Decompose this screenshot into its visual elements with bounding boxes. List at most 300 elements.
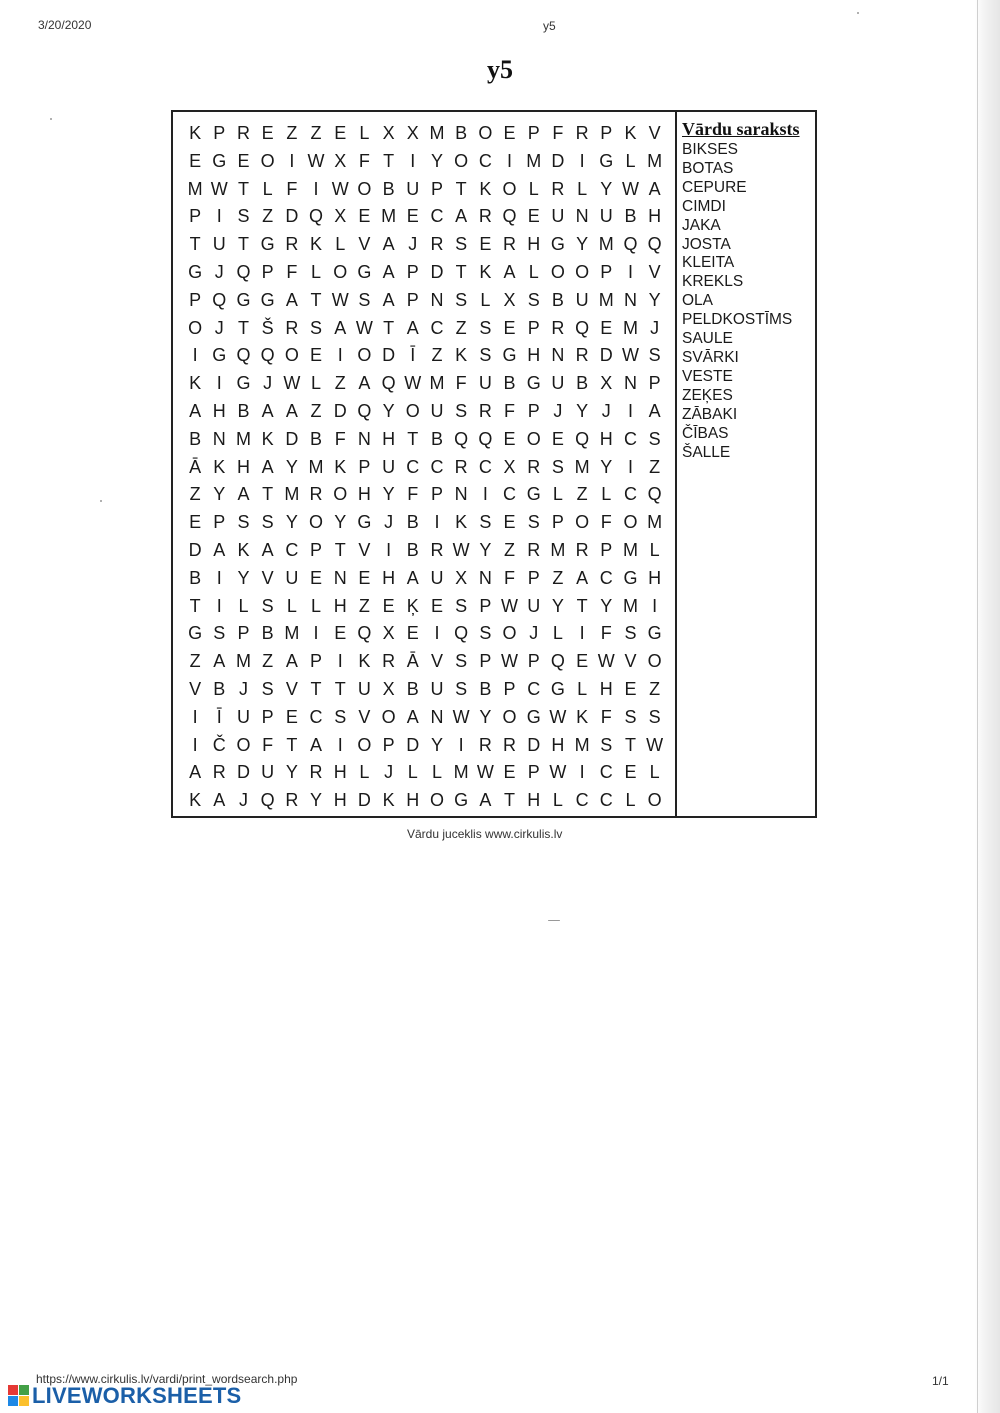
grid-letter: O: [284, 345, 299, 366]
grid-letter: I: [627, 401, 633, 421]
grid-letter: Č: [212, 734, 226, 755]
grid-letter: O: [623, 512, 638, 533]
grid-letter: Y: [479, 540, 492, 560]
grid-letter: P: [310, 651, 323, 672]
word-list-item: ZĀBAKI: [682, 405, 738, 423]
grid-letter: M: [308, 456, 324, 477]
grid-letter: G: [260, 289, 275, 310]
grid-letter: I: [386, 540, 392, 560]
grid-letter: P: [261, 262, 274, 282]
grid-row: [183, 620, 667, 647]
grid-letter: L: [528, 178, 539, 199]
grid-letter: W: [404, 373, 422, 394]
grid-letter: P: [213, 512, 226, 533]
grid-letter: F: [286, 178, 298, 199]
grid-letter: O: [454, 150, 469, 171]
grid-letter: P: [600, 262, 613, 282]
page-right-edge: [975, 0, 1000, 1413]
grid-letter: N: [623, 289, 637, 310]
grid-letter: Z: [286, 123, 298, 143]
grid-letter: A: [455, 206, 468, 227]
grid-letter: B: [261, 623, 274, 644]
grid-letter: S: [527, 512, 540, 533]
grid-letter: H: [551, 734, 565, 755]
grid-letter: H: [382, 567, 396, 588]
word-list-item: CIMDI: [682, 197, 726, 215]
grid-letter: G: [454, 790, 469, 811]
grid-letter: P: [600, 540, 613, 560]
grid-letter: V: [358, 540, 371, 560]
grid-letter: W: [355, 317, 373, 338]
grid-letter: T: [237, 178, 249, 199]
grid-letter: M: [574, 456, 590, 477]
grid-letter: P: [213, 123, 226, 143]
grid-letter: A: [406, 567, 419, 588]
grid-letter: L: [431, 762, 442, 783]
word-list-item: JOSTA: [682, 235, 731, 253]
grid-letter: P: [648, 373, 661, 394]
grid-letter: W: [646, 734, 664, 755]
grid-letter: E: [406, 623, 419, 644]
grid-letter: L: [359, 123, 370, 143]
word-list-item: OLA: [682, 292, 714, 310]
grid-letter: O: [333, 262, 348, 282]
grid-letter: O: [405, 401, 420, 421]
grid-letter: R: [503, 234, 517, 255]
grid-letter: D: [285, 206, 299, 227]
grid-letter: P: [551, 512, 564, 533]
grid-letter: A: [285, 401, 298, 421]
grid-letter: M: [647, 150, 663, 171]
grid-letter: S: [237, 512, 250, 533]
grid-letter: Ā: [406, 651, 419, 672]
grid-letter: H: [236, 456, 250, 477]
grid-letter: R: [382, 651, 396, 672]
grid-letter: E: [358, 567, 371, 588]
grid-letter: S: [358, 289, 371, 310]
grid-letter: D: [188, 540, 202, 560]
grid-letter: L: [649, 762, 660, 783]
grid-letter: R: [527, 540, 541, 560]
grid-letter: O: [260, 150, 275, 171]
grid-letter: S: [624, 623, 637, 644]
grid-letter: I: [410, 150, 416, 171]
grid-letter: X: [600, 373, 613, 394]
grid-letter: I: [216, 567, 222, 588]
grid-letter: I: [652, 595, 658, 616]
word-list-item: ZEĶES: [682, 386, 733, 404]
grid-letter: N: [212, 428, 226, 449]
grid-letter: Q: [260, 790, 275, 811]
grid-letter: I: [434, 512, 440, 533]
grid-letter: O: [526, 428, 541, 449]
grid-letter: Q: [212, 289, 227, 310]
grid-letter: C: [623, 428, 637, 449]
grid-letter: M: [187, 178, 203, 199]
grid-letter: H: [648, 567, 662, 588]
word-list: [682, 118, 812, 462]
grid-letter: E: [237, 150, 250, 171]
grid-letter: Y: [430, 150, 443, 171]
grid-letter: O: [502, 178, 517, 199]
grid-letter: Y: [237, 567, 250, 588]
word-list-item: KREKLS: [682, 273, 744, 291]
grid-letter: T: [334, 540, 346, 560]
grid-letter: M: [284, 623, 300, 644]
grid-letter: T: [189, 595, 201, 616]
grid-letter: R: [575, 540, 589, 560]
grid-letter: P: [527, 401, 540, 421]
grid-letter: Z: [310, 401, 322, 421]
grid-letter: P: [527, 567, 540, 588]
grid-letter: Y: [285, 762, 298, 783]
grid-letter: N: [623, 373, 637, 394]
grid-letter: X: [503, 456, 516, 477]
grid-letter: G: [188, 262, 203, 282]
grid-letter: L: [311, 595, 322, 616]
grid-letter: B: [455, 123, 468, 143]
grid-letter: V: [648, 123, 661, 143]
grid-letter: Ī: [216, 706, 222, 727]
grid-letter: O: [550, 262, 565, 282]
grid-letter: A: [189, 762, 202, 783]
grid-letter: B: [624, 206, 637, 227]
grid-letter: L: [577, 178, 588, 199]
grid-letter: B: [406, 512, 419, 533]
grid-letter: B: [406, 679, 419, 699]
grid-letter: R: [551, 317, 565, 338]
grid-letter: L: [601, 484, 612, 505]
grid-letter: M: [622, 595, 638, 616]
grid-letter: G: [260, 234, 275, 255]
grid-letter: F: [334, 428, 346, 449]
grid-letter: G: [212, 345, 227, 366]
grid-letter: I: [313, 623, 319, 644]
grid-letter: N: [551, 345, 565, 366]
grid-letter: O: [502, 623, 517, 644]
grid-letter: N: [478, 567, 492, 588]
grid-letter: Z: [504, 540, 516, 560]
grid-letter: U: [212, 234, 226, 255]
grid-letter: N: [575, 206, 589, 227]
word-list-item: KLEITA: [682, 254, 735, 272]
grid-letter: P: [358, 456, 371, 477]
grid-letter: A: [261, 456, 274, 477]
grid-letter: L: [238, 595, 249, 616]
grid-letter: U: [430, 679, 444, 699]
grid-letter: R: [236, 123, 250, 143]
grid-letter: E: [430, 595, 443, 616]
grid-letter: J: [214, 317, 224, 338]
grid-letter: I: [313, 178, 319, 199]
grid-row: [183, 203, 667, 230]
grid-letter: O: [188, 317, 203, 338]
grid-row: [183, 370, 667, 397]
grid-letter: D: [285, 428, 299, 449]
grid-letter: W: [621, 345, 639, 366]
grid-letter: V: [358, 706, 371, 727]
grid-letter: E: [503, 428, 516, 449]
grid-letter: I: [192, 345, 198, 366]
grid-letter: L: [577, 679, 588, 699]
grid-letter: D: [430, 262, 444, 282]
grid-letter: Q: [236, 345, 251, 366]
grid-letter: E: [189, 512, 202, 533]
grid-letter: S: [455, 234, 468, 255]
word-list-item: ČĪBAS: [682, 424, 729, 442]
grid-letter: D: [357, 790, 371, 811]
grid-letter: Q: [454, 428, 469, 449]
grid-letter: D: [551, 150, 565, 171]
document-title: y5: [487, 55, 513, 84]
grid-letter: R: [454, 456, 468, 477]
grid-letter: V: [285, 679, 298, 699]
grid-letter: L: [649, 540, 660, 560]
grid-letter: T: [383, 150, 395, 171]
grid-letter: M: [381, 206, 397, 227]
grid-letter: Y: [285, 512, 298, 533]
word-list-item: ŠALLE: [682, 443, 731, 461]
logo-square-2: [19, 1385, 29, 1395]
grid-letter: Y: [430, 734, 443, 755]
grid-letter: R: [309, 484, 323, 505]
grid-letter: N: [333, 567, 347, 588]
grid-letter: F: [358, 150, 370, 171]
grid-letter: L: [480, 289, 491, 310]
grid-letter: F: [504, 567, 516, 588]
grid-letter: P: [503, 679, 516, 699]
grid-letter: M: [622, 317, 638, 338]
grid-letter: S: [479, 623, 492, 644]
grid-letter: K: [189, 123, 202, 143]
grid-letter: I: [579, 762, 585, 783]
logo-square-1: [8, 1385, 18, 1395]
grid-letter: V: [430, 651, 443, 672]
grid-letter: A: [237, 484, 250, 505]
grid-letter: R: [285, 234, 299, 255]
grid-row: [183, 509, 667, 536]
word-list-item: PELDKOSTĪMS: [682, 311, 793, 329]
grid-letter: G: [236, 289, 251, 310]
grid-row: [183, 787, 667, 814]
grid-letter: U: [382, 456, 396, 477]
grid-letter: E: [551, 428, 564, 449]
grid-letter: X: [382, 679, 395, 699]
grid-letter: F: [286, 262, 298, 282]
grid-letter: W: [307, 150, 325, 171]
grid-letter: P: [527, 317, 540, 338]
grid-letter: I: [579, 623, 585, 644]
grid-letter: B: [479, 679, 492, 699]
grid-letter: G: [236, 373, 251, 394]
grid-letter: Z: [189, 651, 201, 672]
grid-row: [183, 176, 667, 203]
grid-letter: I: [289, 150, 295, 171]
grid-letter: Z: [649, 456, 661, 477]
grid-letter: H: [212, 401, 226, 421]
grid-letter: T: [624, 734, 636, 755]
grid-letter: A: [213, 540, 226, 560]
grid-letter: S: [648, 428, 661, 449]
grid-letter: B: [551, 289, 564, 310]
grid-letter: G: [526, 484, 541, 505]
grid-letter: M: [550, 540, 566, 560]
grid-letter: A: [382, 289, 395, 310]
grid-letter: B: [430, 428, 443, 449]
grid-letter: C: [430, 206, 444, 227]
grid-letter: Q: [357, 401, 372, 421]
grid-letter: G: [599, 150, 614, 171]
grid-letter: L: [262, 178, 273, 199]
grid-letter: K: [479, 178, 492, 199]
grid-letter: Q: [309, 206, 324, 227]
grid-letter: K: [358, 651, 371, 672]
grid-letter: S: [479, 345, 492, 366]
grid-letter: I: [627, 456, 633, 477]
grid-letter: T: [286, 734, 298, 755]
grid-row: [183, 315, 667, 342]
grid-letter: L: [552, 790, 563, 811]
grid-letter: O: [502, 706, 517, 727]
grid-letter: B: [189, 567, 202, 588]
grid-row: [183, 481, 667, 508]
grid-letter: I: [579, 150, 585, 171]
grid-letter: P: [527, 762, 540, 783]
grid-letter: R: [478, 401, 492, 421]
grid-letter: I: [192, 706, 198, 727]
grid-letter: E: [406, 206, 419, 227]
grid-letter: H: [333, 595, 347, 616]
grid-letter: O: [647, 790, 662, 811]
brand-name: LIVEWORKSHEETS: [32, 1383, 242, 1408]
grid-letter: R: [309, 762, 323, 783]
grid-letter: K: [624, 123, 637, 143]
logo-square-4: [19, 1396, 29, 1406]
grid-letter: L: [625, 790, 636, 811]
grid-letter: S: [648, 706, 661, 727]
grid-letter: S: [479, 317, 492, 338]
grid-letter: E: [285, 706, 298, 727]
grid-letter: O: [429, 790, 444, 811]
grid-letter: G: [357, 512, 372, 533]
grid-letter: H: [527, 345, 541, 366]
grid-letter: R: [430, 234, 444, 255]
grid-letter: Z: [358, 595, 370, 616]
grid-letter: G: [526, 373, 541, 394]
grid-letter: C: [285, 540, 299, 560]
grid-letter: A: [189, 401, 202, 421]
grid-letter: C: [430, 456, 444, 477]
grid-letter: Y: [576, 234, 589, 255]
grid-letter: C: [599, 762, 613, 783]
grid-letter: P: [430, 178, 443, 199]
grid-letter: B: [406, 540, 419, 560]
grid-letter: B: [382, 178, 395, 199]
grid-letter: W: [331, 289, 349, 310]
grid-letter: Q: [357, 623, 372, 644]
grid-row: [183, 426, 667, 453]
grid-letter: R: [575, 345, 589, 366]
grid-letter: Z: [552, 567, 564, 588]
grid-letter: L: [286, 595, 297, 616]
word-list-item: SAULE: [682, 330, 733, 348]
grid-letter: C: [478, 456, 492, 477]
grid-letter: A: [213, 790, 226, 811]
grid-letter: H: [648, 206, 662, 227]
word-list-item: VESTE: [682, 367, 733, 385]
grid-letter: X: [503, 289, 516, 310]
grid-letter: O: [309, 512, 324, 533]
grid-letter: L: [625, 150, 636, 171]
grid-letter: K: [261, 428, 274, 449]
grid-letter: Q: [575, 317, 590, 338]
grid-letter: I: [627, 262, 633, 282]
grid-letter: I: [458, 734, 464, 755]
grid-letter: V: [358, 234, 371, 255]
word-list-item: BIKSES: [682, 141, 738, 158]
grid-letter: P: [527, 651, 540, 672]
grid-letter: M: [235, 651, 251, 672]
word-list-item: BOTAS: [682, 159, 734, 177]
grid-letter: C: [430, 317, 444, 338]
print-date: 3/20/2020: [38, 18, 92, 32]
grid-letter: W: [549, 706, 567, 727]
grid-row: [183, 454, 667, 481]
grid-letter: J: [214, 262, 224, 282]
scan-speck: [100, 500, 102, 502]
grid-row: [183, 565, 667, 592]
grid-letter: M: [429, 123, 445, 143]
grid-letter: D: [333, 401, 347, 421]
grid-row: [183, 704, 667, 731]
grid-letter: S: [455, 401, 468, 421]
grid-letter: H: [382, 428, 396, 449]
grid-letter: B: [189, 428, 202, 449]
grid-letter: Q: [647, 484, 662, 505]
grid-letter: C: [527, 679, 541, 699]
grid-letter: H: [527, 234, 541, 255]
grid-letter: E: [503, 123, 516, 143]
grid-letter: E: [527, 206, 540, 227]
grid-letter: X: [382, 123, 395, 143]
grid-letter: C: [599, 567, 613, 588]
grid-letter: S: [600, 734, 613, 755]
grid-letter: R: [551, 178, 565, 199]
grid-letter: P: [600, 123, 613, 143]
grid-letter: Z: [262, 206, 274, 227]
grid-letter: X: [455, 567, 468, 588]
grid-letter: E: [576, 651, 589, 672]
scan-speck: [548, 920, 560, 921]
grid-letter: U: [527, 595, 541, 616]
grid-letter: N: [454, 484, 468, 505]
grid-letter: N: [430, 706, 444, 727]
grid-letter: K: [334, 456, 347, 477]
grid-letter: X: [334, 206, 347, 227]
grid-letter: A: [285, 651, 298, 672]
grid-letter: W: [283, 373, 301, 394]
grid-letter: Y: [600, 595, 613, 616]
grid-letter: O: [333, 484, 348, 505]
grid-letter: Y: [479, 706, 492, 727]
grid-letter: T: [237, 234, 249, 255]
grid-letter: J: [238, 790, 248, 811]
grid-letter: Y: [382, 401, 395, 421]
grid-row: [183, 676, 667, 703]
grid-letter: P: [406, 289, 419, 310]
grid-letter: Q: [623, 234, 638, 255]
grid-letter: H: [599, 428, 613, 449]
